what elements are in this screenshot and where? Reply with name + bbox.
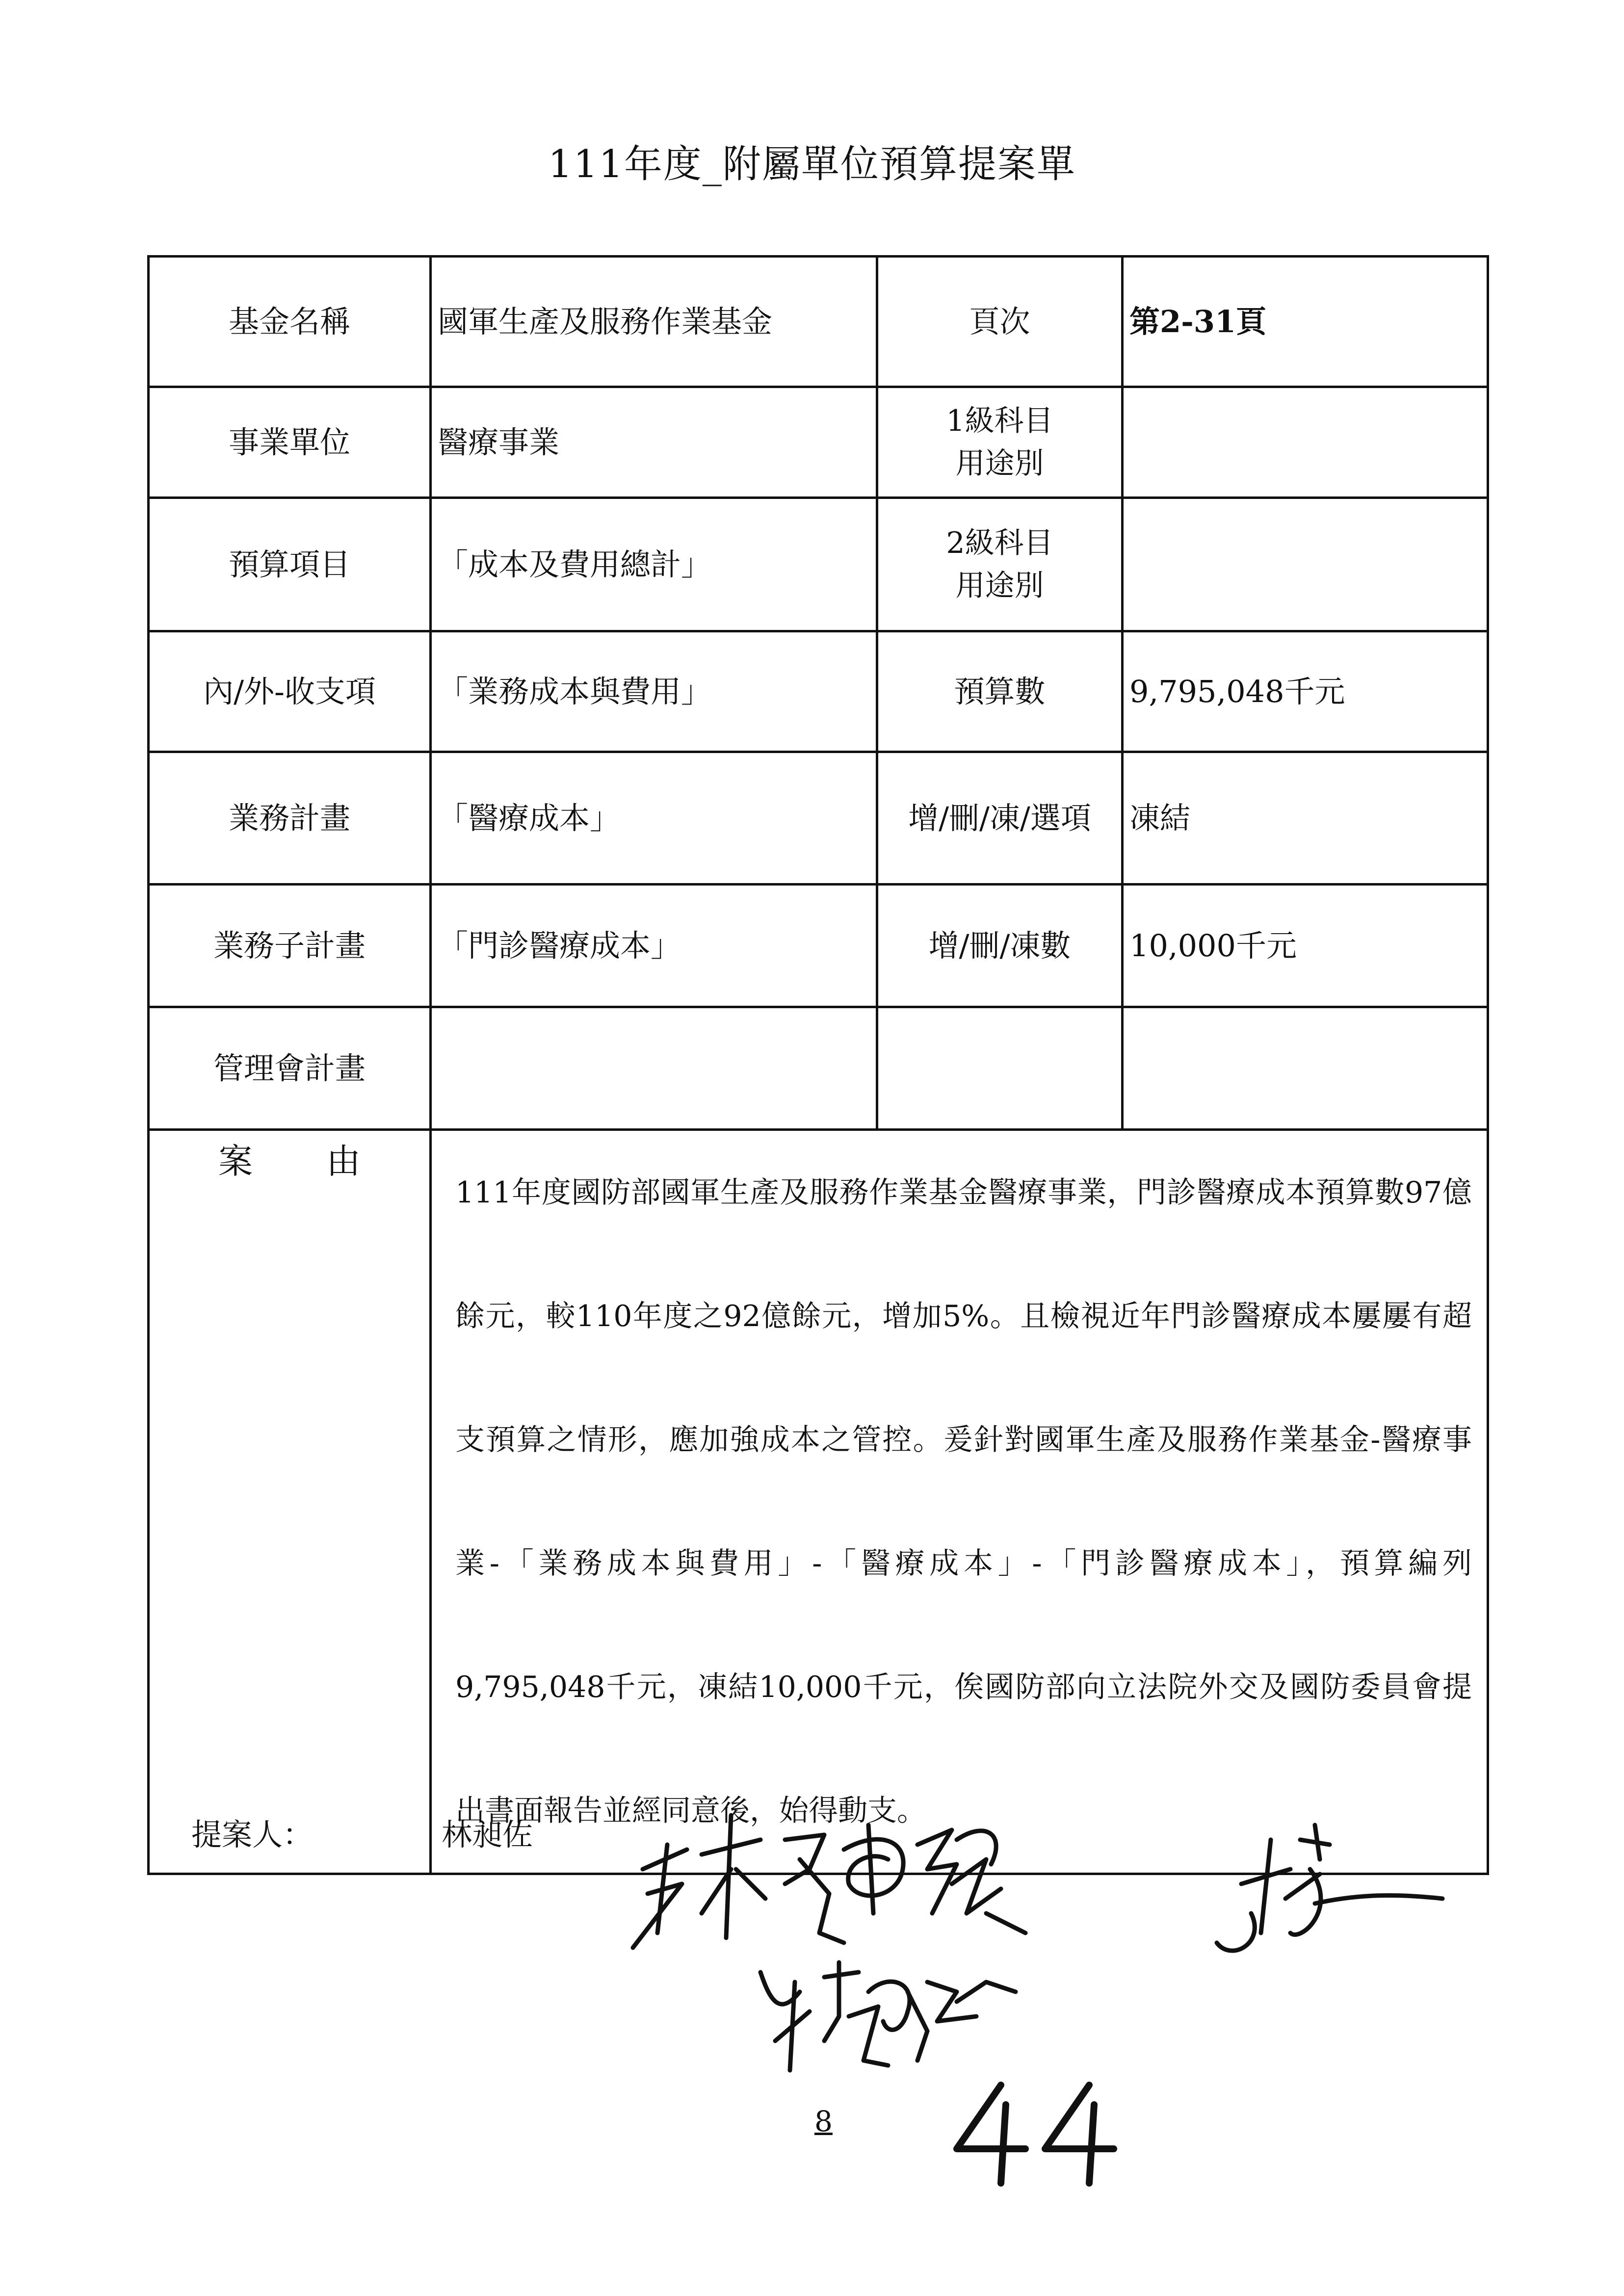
level2-category-value <box>1123 498 1488 631</box>
table-row <box>149 1007 1488 1130</box>
business-unit-value: 醫療事業 <box>431 387 877 498</box>
signature-2 <box>1217 1825 1442 1951</box>
reason-label-char2: 由 <box>326 1141 361 1181</box>
table-row <box>149 1130 1488 1874</box>
handwritten-page-number <box>947 2075 1124 2188</box>
level1-category-value <box>1123 387 1488 498</box>
sub-plan-label: 業務子計畫 <box>149 885 431 1007</box>
proposer-label: 提案人： <box>191 1817 314 1852</box>
budget-amount-value: 9,795,048千元 <box>1123 631 1488 752</box>
level2-category-label <box>877 498 1123 631</box>
document-title: 111年度_附屬單位預算提案單 <box>548 142 1076 186</box>
level1-category-label <box>877 387 1123 498</box>
action-amount-value: 10,000千元 <box>1123 885 1488 1007</box>
budget-amount-label: 預算數 <box>877 631 1123 752</box>
management-plan-label2 <box>877 1007 1123 1130</box>
signature-3 <box>760 1962 1016 2070</box>
table-row <box>149 631 1488 752</box>
proposer-name: 林昶佐 <box>442 1817 533 1852</box>
income-expense-label: 內/外-收支項 <box>149 631 431 752</box>
level1-category-line1: 1級科目 <box>946 403 1053 438</box>
management-plan-value2 <box>1123 1007 1488 1130</box>
budget-item-label: 預算項目 <box>149 498 431 631</box>
reason-label <box>149 1130 431 1874</box>
table-row <box>149 257 1488 387</box>
reason-label-char1: 案 <box>218 1141 253 1181</box>
page-number: 8 <box>814 2105 833 2138</box>
page-ref-value: 第2-31頁 <box>1123 257 1488 387</box>
management-plan-value <box>431 1007 877 1130</box>
proposal-form-table <box>147 255 1489 1875</box>
income-expense-value: 「業務成本與費用」 <box>431 631 877 752</box>
fund-name-label: 基金名稱 <box>149 257 431 387</box>
signature-1 <box>633 1815 1025 1948</box>
reason-text: 111年度國防部國軍生產及服務作業基金醫療事業，門診醫療成本預算數97億餘元，較110年度之92億餘元，增加5%。且檢視近年門診醫療成本屢屢有超支預算之情形，應加強成本之管控。爰針對國軍生產及服務作業基金-醫療事業-「業務成本與費用」-「醫療成本」-「門診醫療成本」，預算編列9,795,048千元，凍結10,000千元，俟國防部向立法院外交及國防委員會提出書面報告並經同意後，始得動支。 <box>431 1130 1488 1874</box>
level1-category-line2: 用途別 <box>955 446 1044 481</box>
business-unit-label: 事業單位 <box>149 387 431 498</box>
action-option-value: 凍結 <box>1123 752 1488 885</box>
level2-category-line2: 用途別 <box>955 568 1044 603</box>
page-ref-label: 頁次 <box>877 257 1123 387</box>
action-option-label: 增/刪/凍/選項 <box>877 752 1123 885</box>
table-row <box>149 885 1488 1007</box>
business-plan-label: 業務計畫 <box>149 752 431 885</box>
table-row <box>149 387 1488 498</box>
budget-item-value: 「成本及費用總計」 <box>431 498 877 631</box>
fund-name-value: 國軍生產及服務作業基金 <box>431 257 877 387</box>
business-plan-value: 「醫療成本」 <box>431 752 877 885</box>
action-amount-label: 增/刪/凍數 <box>877 885 1123 1007</box>
table-row <box>149 498 1488 631</box>
management-plan-label: 管理會計畫 <box>149 1007 431 1130</box>
sub-plan-value: 「門診醫療成本」 <box>431 885 877 1007</box>
table-row <box>149 752 1488 885</box>
level2-category-line1: 2級科目 <box>946 525 1053 560</box>
